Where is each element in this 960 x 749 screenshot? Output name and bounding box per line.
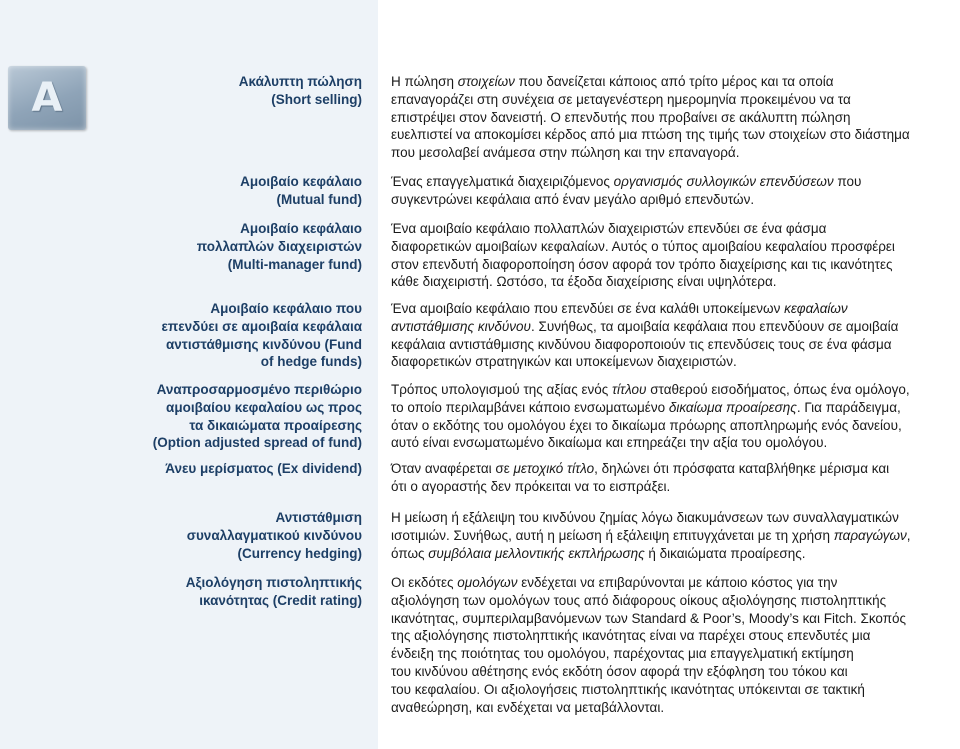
glossary-definition: Η πώληση στοιχείων που δανείζεται κάποιος από τρίτο μέρος και τα οποία επαναγοράζει στη συνέχεια σε μεταγενέστερη ημερομηνία προκειμένου να τα επιστρέψει στον δανειστή. Ο επενδυτής που προβαίνει σε ακάλυπτη πώληση ευελπιστεί να αποκομίσει κέρδος από μια πτώση της τιμής των στοιχείων στο διάστημα που μεσολαβεί ανάμεσα στην πώληση και την επαναγορά. bbox=[391, 74, 910, 161]
glossary-definition: Οι εκδότες ομολόγων ενδέχεται να επιβαρύνονται με κάποιο κόστος για την αξιολόγηση των ομολόγων τους από διάφορους οίκους αξιολόγησης πιστοληπτικής ικανότητας, συμπεριλαμβανόμενων των Standard & Poor’s, Moody’s και Fitch. Σκοπός της αξιολόγησης πιστοληπτικής ικανότητας είναι να παρέχει στους επενδυτές μια ένδειξη της ποιότητας του ομολόγου, παρέχοντας μια επαγγελματική εκτίμηση του κινδύνου αθέτησης ενός εκδότη όσον αφορά την εξόφληση του τόκου και του κεφαλαίου. Οι αξιολογήσεις πιστοληπτικής ικανότητας υπόκεινται σε τακτική αναθεώρηση, και ενδέχεται να μεταβάλλονται. bbox=[391, 575, 907, 715]
glossary-term: Αμοιβαίο κεφάλαιο (Mutual fund) bbox=[240, 174, 362, 207]
glossary-term-reference: δικαίωμα προαίρεσης bbox=[668, 399, 797, 415]
glossary-term: Ακάλυπτη πώληση (Short selling) bbox=[238, 74, 362, 107]
glossary-definition: Τρόπος υπολογισμού της αξίας ενός τίτλου σταθερού εισοδήματος, όπως ένα ομόλογο, το οποίο περιλαμβάνει κάποιο ενσωματωμένο δικαίωμα προαίρεσης. Για παράδειγμα, όταν ο εκδότης του ομολόγου έχει το δικαίωμα πρόωρης αποπληρωμής ενός δανείου, αυτό είναι ενσωματωμένο δικαίωμα και επηρεάζει την αξία του ομολόγου. bbox=[391, 382, 910, 451]
glossary-definition: Ένα αμοιβαίο κεφάλαιο πολλαπλών διαχειριστών επενδύει σε ένα φάσμα διαφορετικών αμοιβαίων κεφαλαίων. Αυτός ο τύπος αμοιβαίου κεφαλαίου προσφέρει στον επενδυτή διαφοροποίηση όσον αφορά τον τρόπο διαχείρισης και τις ικανότητες κάθε διαχειριστή. Ωστόσο, τα έξοδα διαχείρισης είναι υψηλότερα. bbox=[391, 221, 895, 290]
section-letter-tile bbox=[8, 66, 86, 130]
glossary-term-reference: τίτλου bbox=[611, 382, 647, 397]
glossary-term-reference: ομολόγων bbox=[457, 575, 518, 590]
glossary-definition: Η μείωση ή εξάλειψη του κινδύνου ζημίας λόγω διακυμάνσεων των συναλλαγματικών ισοτιμιών. Συνήθως, αυτή η μείωση ή εξάλειψη επιτυγχάνεται με τη χρήση παραγώγων, όπως συμβόλαια μελλοντικής εκπλήρωσης ή δικαιώματα προαίρεσης. bbox=[391, 510, 911, 561]
glossary-term-reference: παραγώγων bbox=[833, 527, 907, 543]
section-letter: A bbox=[31, 75, 63, 121]
glossary-definition: Ένα αμοιβαίο κεφάλαιο που επενδύει σε ένα καλάθι υποκείμενων κεφαλαίων αντιστάθμισης κινδύνου. Συνήθως, τα αμοιβαία κεφάλαια που επενδύουν σε αμοιβαία κεφάλαια αντιστάθμισης κινδύνου διαφοροποιούν τις επενδύσεις τους σε ένα φάσμα διαφορετικών στρατηγικών και υποκείμενων διαχειριστών. bbox=[391, 301, 899, 370]
glossary-term: Αμοιβαίο κεφάλαιο πολλαπλών διαχειριστών (Multi-manager fund) bbox=[196, 221, 362, 272]
glossary-term-reference: στοιχείων bbox=[457, 74, 515, 89]
glossary-term: Άνευ μερίσματος (Ex dividend) bbox=[165, 461, 362, 476]
glossary-term: Αντιστάθμιση συναλλαγματικού κινδύνου (Currency hedging) bbox=[186, 510, 362, 561]
glossary-term-reference: συμβόλαια μελλοντικής εκπλήρωσης bbox=[428, 545, 645, 561]
glossary-term-reference: οργανισμός συλλογικών επενδύσεων bbox=[613, 174, 834, 189]
glossary-definition: Όταν αναφέρεται σε μετοχικό τίτλο, δηλώνει ότι πρόσφατα καταβλήθηκε μέρισμα και ότι ο αγοραστής δεν πρόκειται να το εισπράξει. bbox=[391, 461, 890, 494]
glossary-term-reference: κεφαλαίων αντιστάθμισης κινδύνου bbox=[391, 301, 848, 334]
glossary-term-reference: μετοχικό τίτλο bbox=[513, 461, 595, 476]
glossary-term: Αμοιβαίο κεφάλαιο που επενδύει σε αμοιβαία κεφάλαια αντιστάθμισης κινδύνου (Fund of hedge funds) bbox=[161, 301, 362, 370]
glossary-term: Αξιολόγηση πιστοληπτικής ικανότητας (Credit rating) bbox=[185, 575, 362, 608]
glossary-term: Αναπροσαρμοσμένο περιθώριο αμοιβαίου κεφαλαίου ως προς τα δικαιώματα προαίρεσης (Option adjusted spread of fund) bbox=[152, 382, 362, 451]
glossary-definition: Ένας επαγγελματικά διαχειριζόμενος οργανισμός συλλογικών επενδύσεων που συγκεντρώνει κεφάλαια από έναν μεγάλο αριθμό επενδυτών. bbox=[391, 174, 862, 207]
